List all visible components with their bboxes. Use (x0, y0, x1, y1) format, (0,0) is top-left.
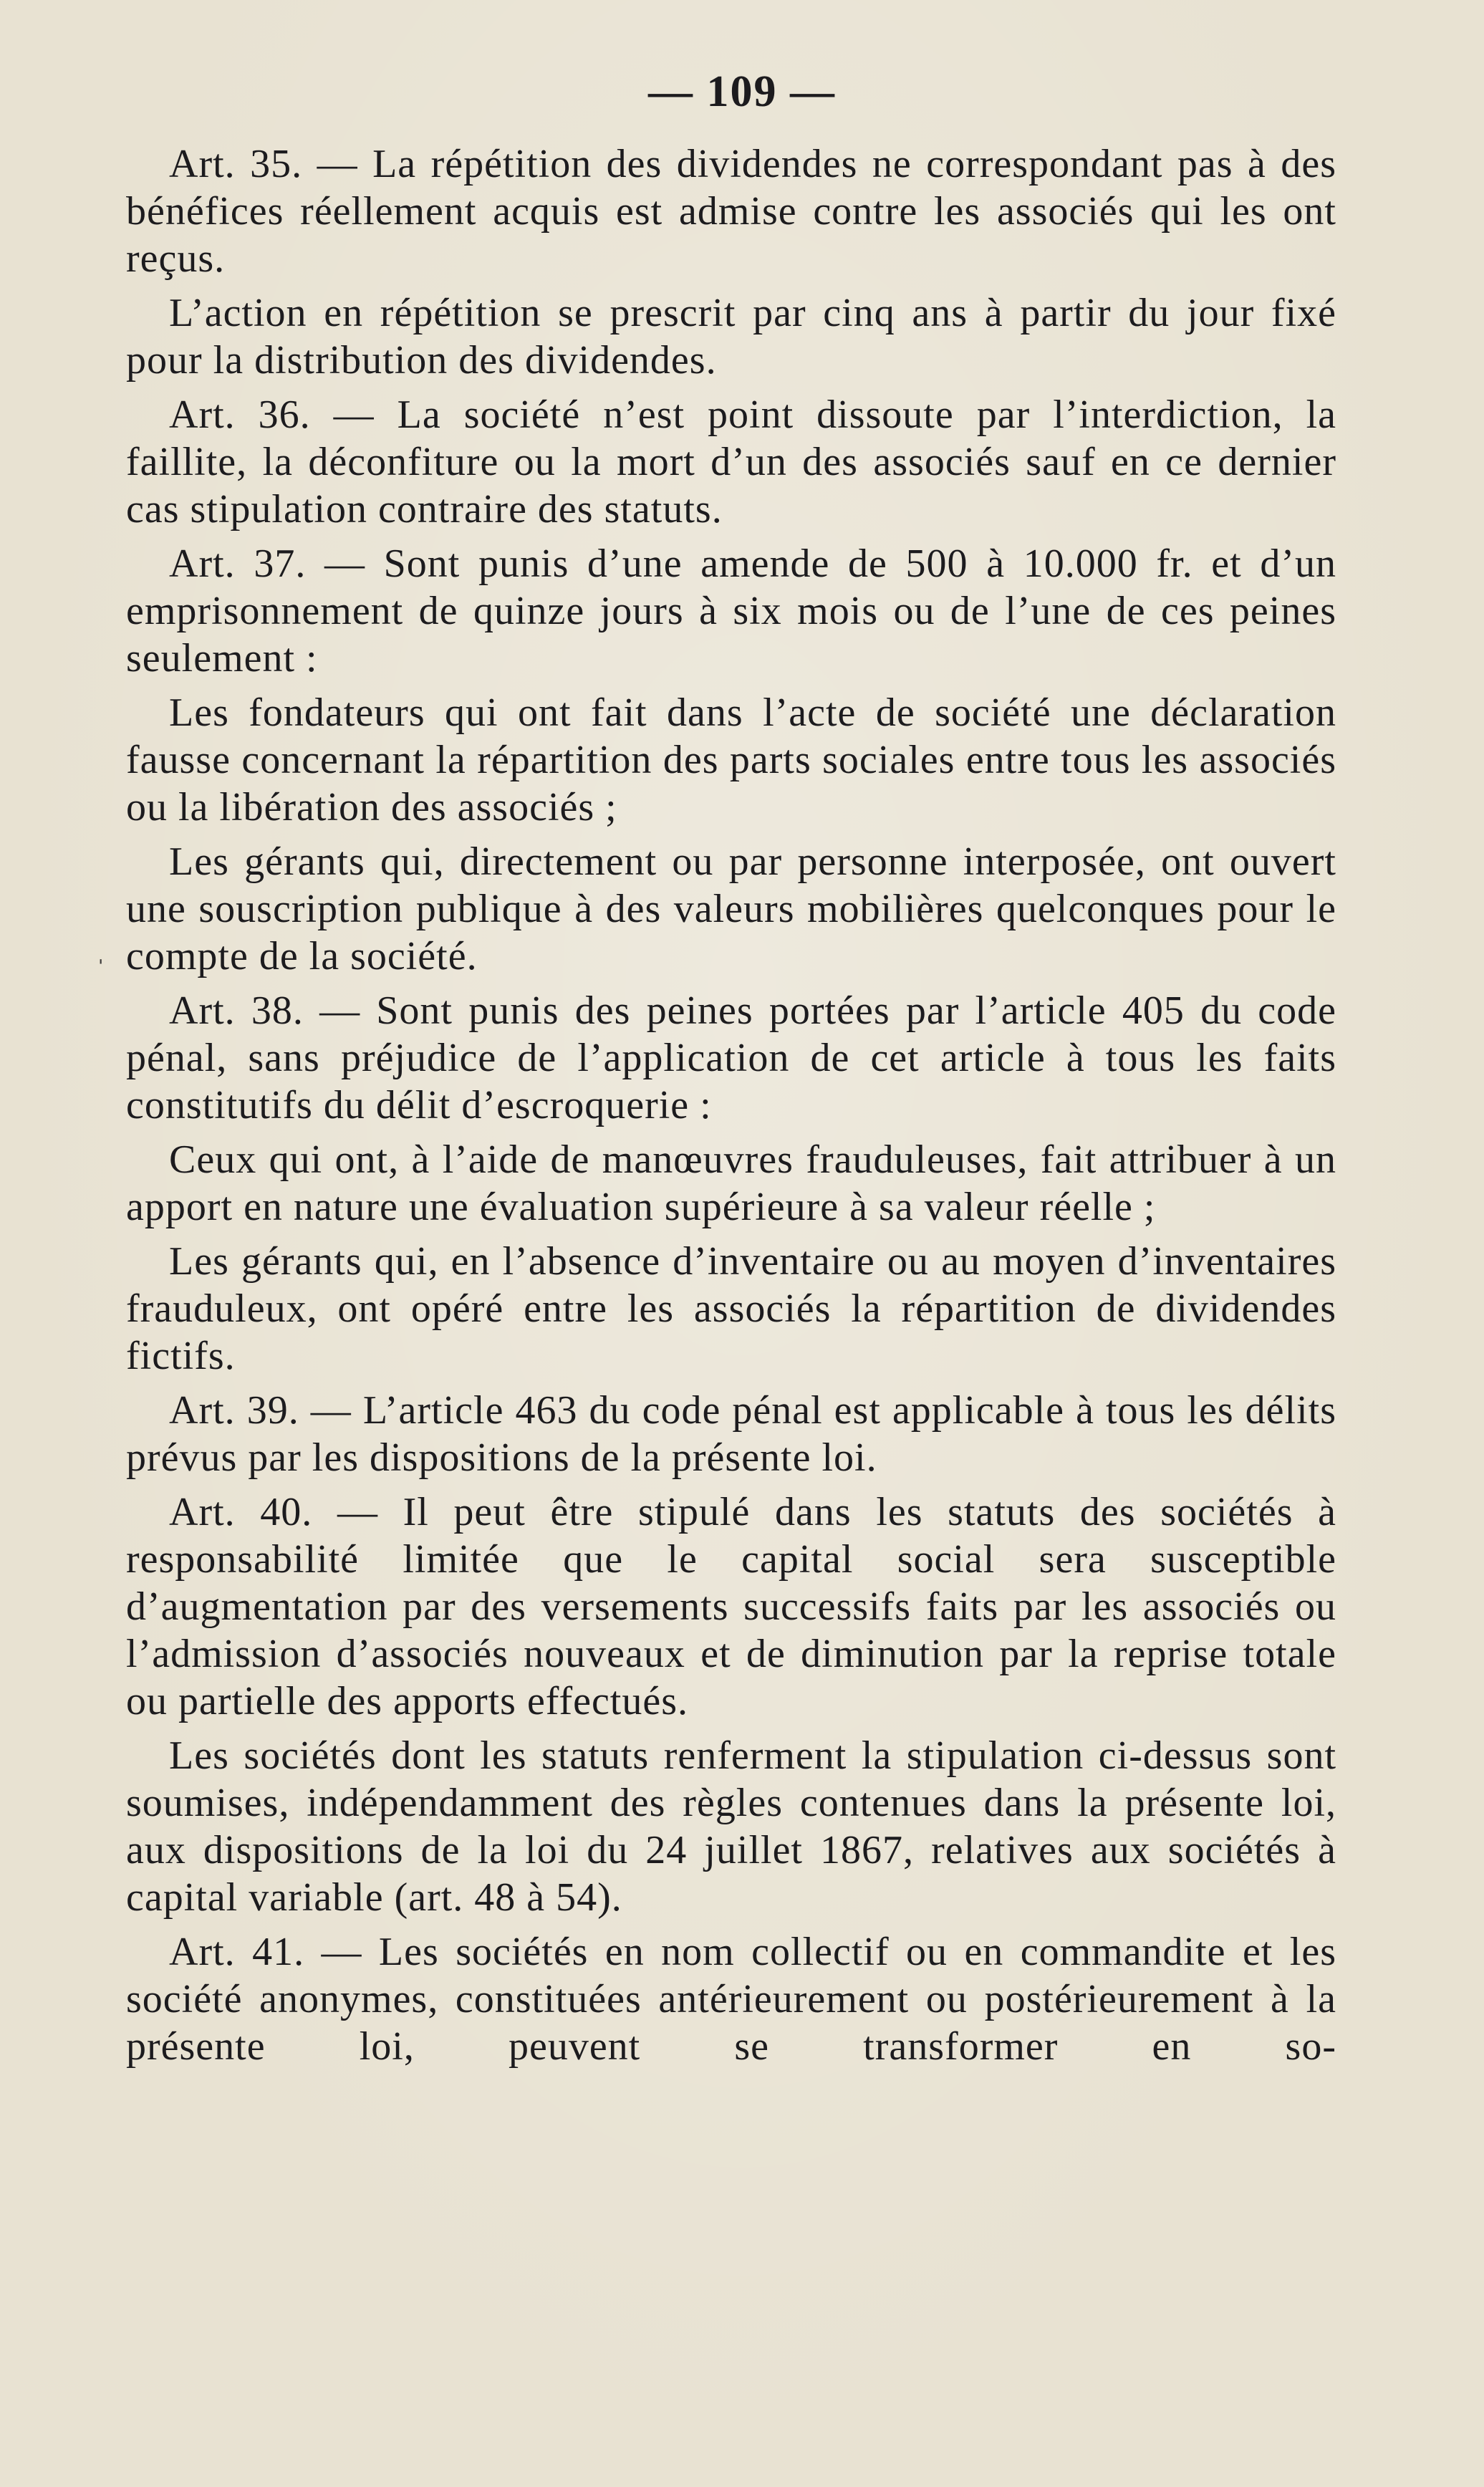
paragraph-apport-nature: Ceux qui ont, à l’aide de manœuvres frauduleuses, fait attribuer à un apport en nature une évaluation supérieure à sa valeur réelle ; (126, 1137, 1336, 1229)
paragraph-gerants-dividendes: Les gérants qui, en l’absence d’inventaire ou au moyen d’inventaires frauduleux, ont opéré entre les associés la répartition de dividendes fictifs. (126, 1239, 1336, 1378)
body-text (126, 140, 1336, 2077)
paragraph-gerants-souscription: Les gérants qui, directement ou par personne interposée, ont ouvert une souscription publique à des valeurs mobilières quelconques pour le compte de la société. (126, 840, 1336, 978)
paragraph-art-35: Art. 35. — La répétition des dividendes ne correspondant pas à des bénéfices réellement acquis est admise contre les associés qui les ont reçus. (126, 142, 1336, 281)
paragraph-art-40: Art. 40. — Il peut être stipulé dans les statuts des sociétés à responsabilité limitée que le capital social sera susceptible d’augmentation par des versements successifs faits par les associés ou l’admission d’associés nouveaux et de diminution par la reprise totale ou partielle des apports effectués. (126, 1490, 1336, 1723)
paragraph-fondateurs: Les fondateurs qui ont fait dans l’acte de société une déclaration fausse concernant la répartition des parts sociales entre tous les associés ou la libération des associés ; (126, 691, 1336, 829)
page-number: — 109 — (648, 67, 836, 116)
paragraph-capital-variable: Les sociétés dont les statuts renferment la stipulation ci-dessus sont soumises, indépendamment des règles contenues dans la présente loi, aux dispositions de la loi du 24 juillet 1867, relatives aux sociétés à capital variable (art. 48 à 54). (126, 1733, 1336, 1920)
paragraph-art-39: Art. 39. — L’article 463 du code pénal est applicable à tous les délits prévus par les dispositions de la présente loi. (126, 1388, 1336, 1480)
paragraph-art-37: Art. 37. — Sont punis d’une amende de 500 à 10.000 fr. et d’un emprisonnement de quinze jours à six mois ou de l’une de ces peines seulement : (126, 542, 1336, 680)
paragraph-action-repetition: L’action en répétition se prescrit par cinq ans à partir du jour fixé pour la distribution des dividendes. (126, 291, 1336, 383)
margin-mark: ˈ (96, 953, 106, 986)
paragraph-art-36: Art. 36. — La société n’est point dissoute par l’interdiction, la faillite, la déconfiture ou la mort d’un des associés sauf en ce dernier cas stipulation contraire des statuts. (126, 393, 1336, 531)
paragraph-art-41: Art. 41. — Les sociétés en nom collectif ou en commandite et les société anonymes, constituées antérieurement ou postérieurement à la présente loi, peuvent se transformer en so- (126, 1930, 1336, 2069)
paragraph-art-38: Art. 38. — Sont punis des peines portées par l’article 405 du code pénal, sans préjudice de l’application de cet article à tous les faits constitutifs du délit d’escroquerie : (126, 988, 1336, 1127)
